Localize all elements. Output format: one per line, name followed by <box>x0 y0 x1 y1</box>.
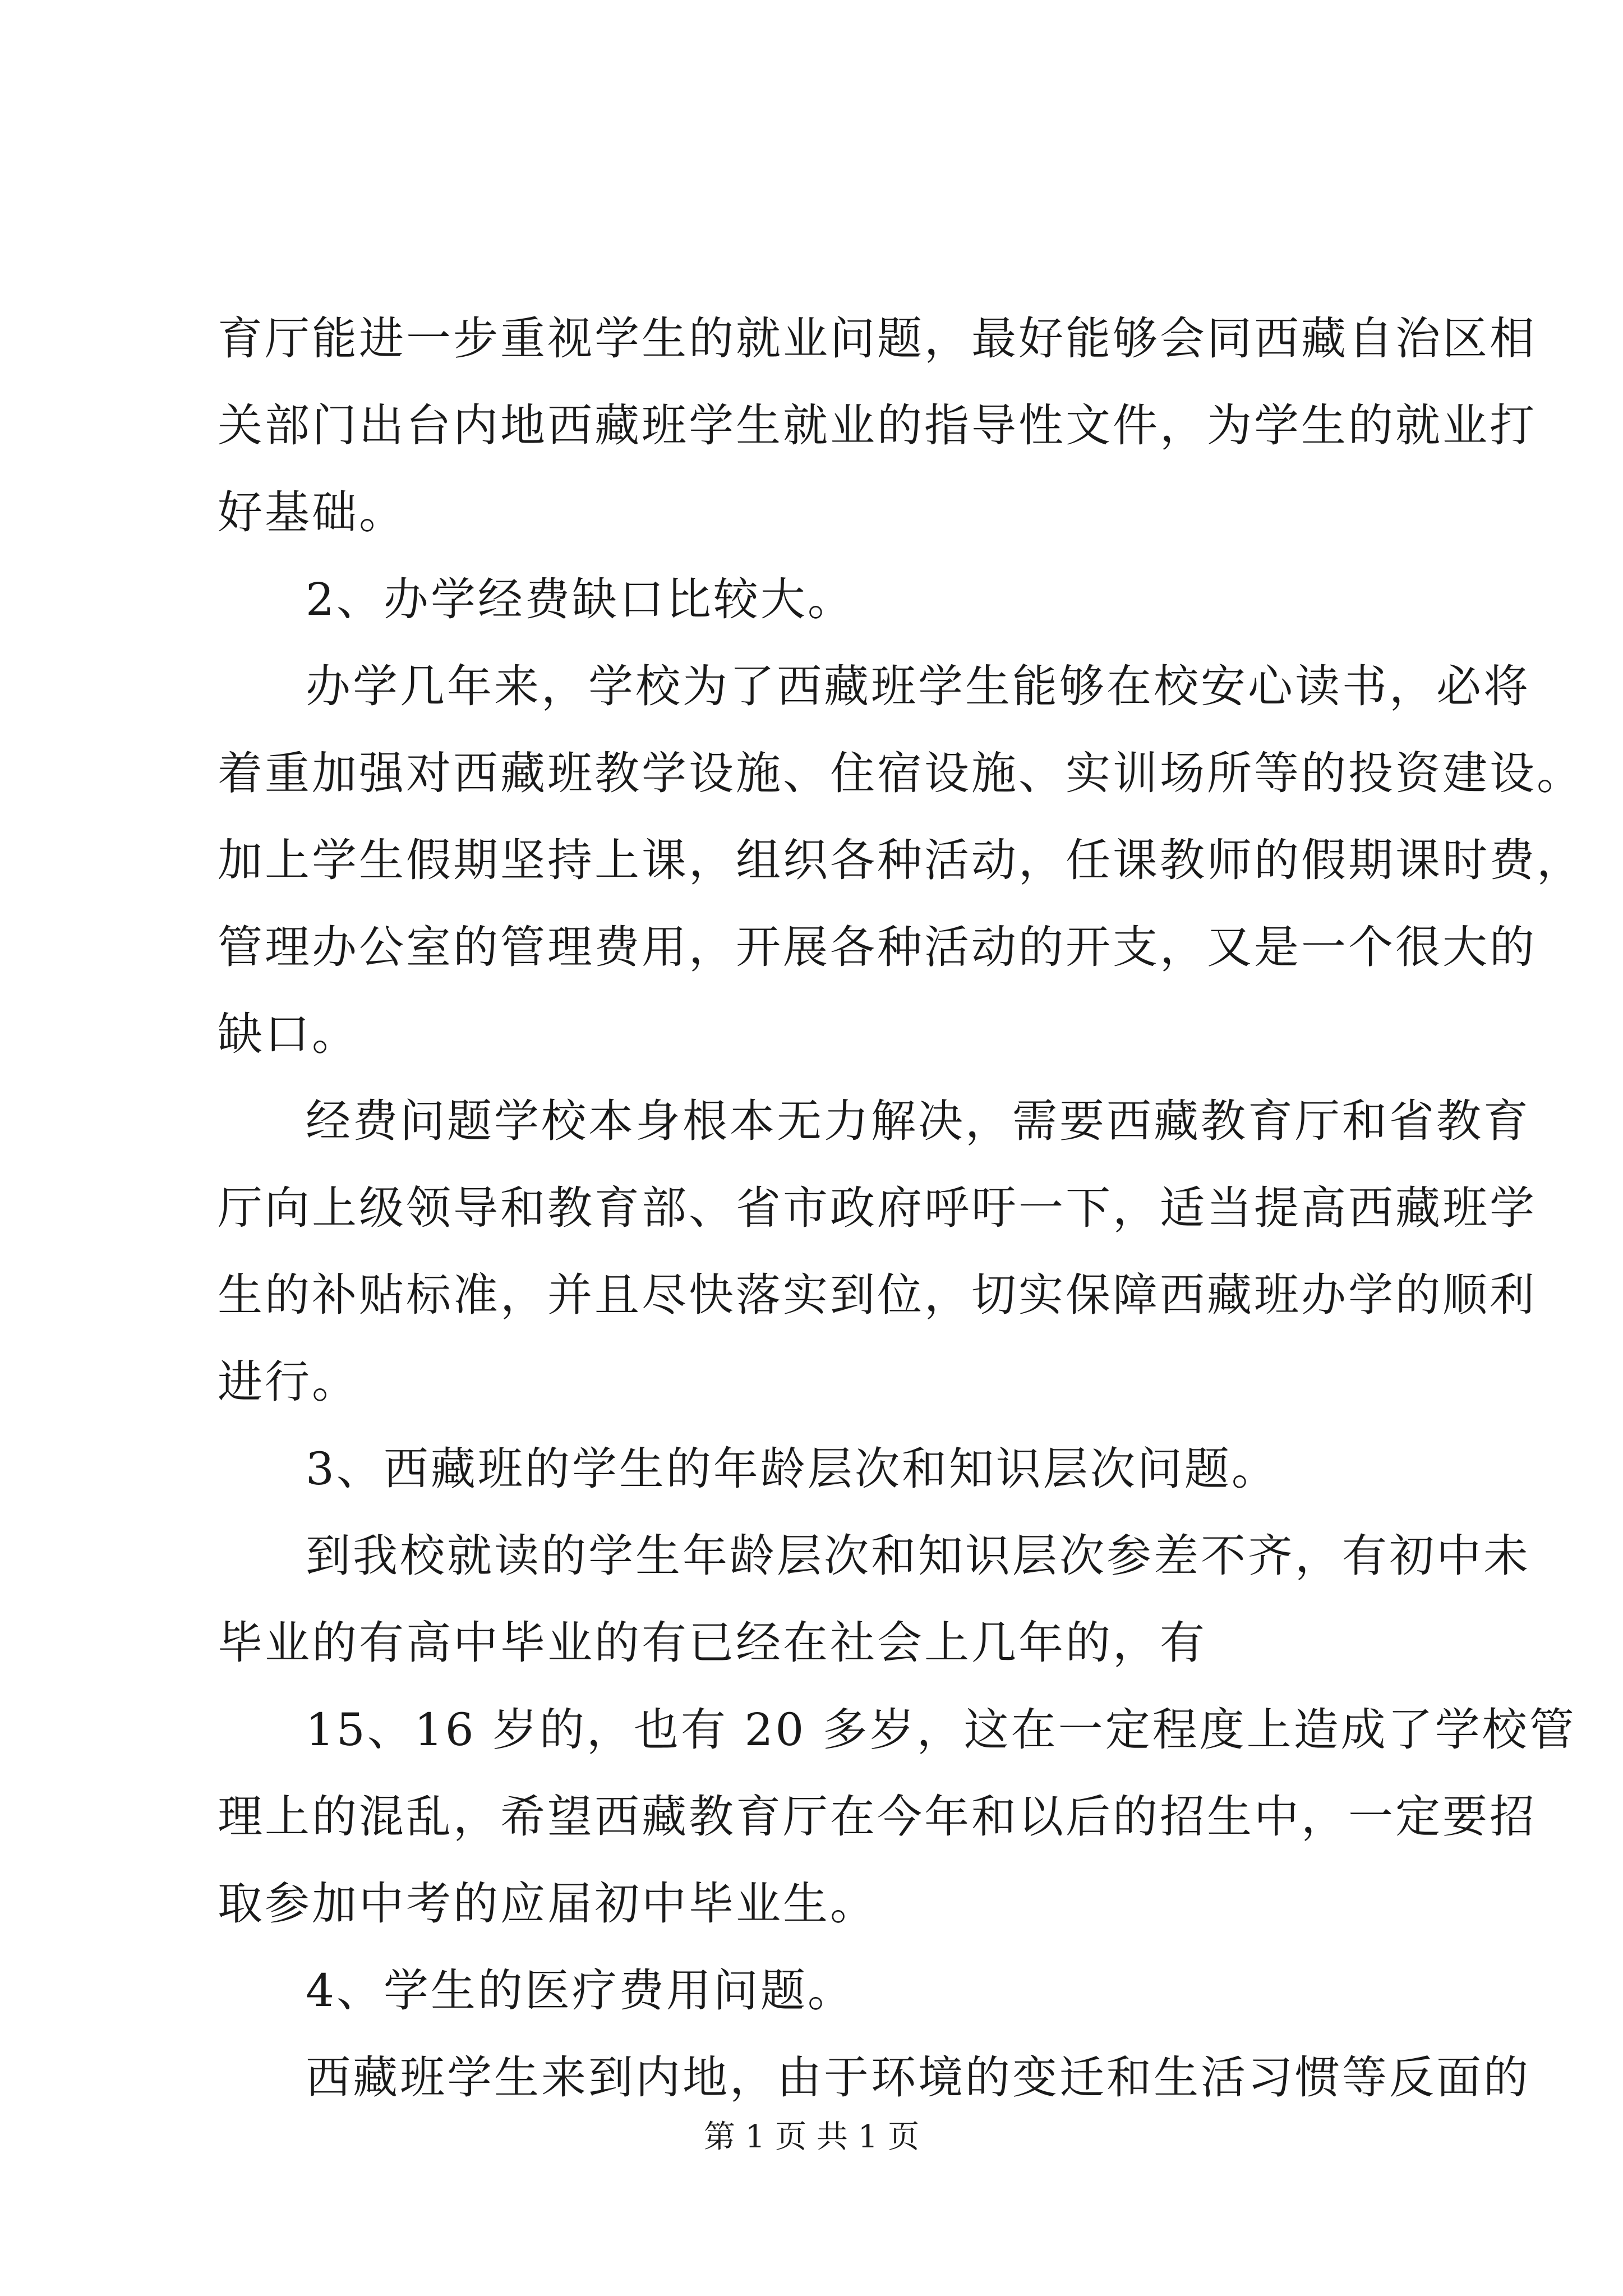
text-line: 到我校就读的学生年龄层次和知识层次参差不齐，有初中未 <box>306 1530 1530 1582</box>
text-line: 理上的混乱，希望西藏教育厅在今年和以后的招生中，一定要招 <box>218 1791 1537 1843</box>
text-line: 育厅能进一步重视学生的就业问题，最好能够会同西藏自治区相 <box>218 312 1537 365</box>
text-line: 生的补贴标准，并且尽快落实到位，切实保障西藏班办学的顺利 <box>218 1269 1537 1321</box>
section-heading: 2、办学经费缺口比较大。 <box>306 573 855 625</box>
section-heading: 4、学生的医疗费用问题。 <box>306 1964 855 2017</box>
text-line: 管理办公室的管理费用，开展各种活动的开支，又是一个很大的 <box>218 921 1537 973</box>
text-line: 厅向上级领导和教育部、省市政府呼吁一下，适当提高西藏班学 <box>218 1182 1537 1234</box>
text-line: 着重加强对西藏班教学设施、住宿设施、实训场所等的投资建设。 <box>218 747 1584 799</box>
section-heading: 3、西藏班的学生的年龄层次和知识层次问题。 <box>306 1443 1279 1495</box>
text-line: 好基础。 <box>218 486 406 539</box>
text-line: 西藏班学生来到内地，由于环境的变迁和生活习惯等反面的 <box>306 2051 1530 2104</box>
text-line: 办学几年来，学校为了西藏班学生能够在校安心读书，必将 <box>306 660 1530 712</box>
text-line: 进行。 <box>218 1356 359 1408</box>
text-line: 15、16 岁的，也有 20 多岁，这在一定程度上造成了学校管 <box>306 1704 1576 1756</box>
text-line: 经费问题学校本身根本无力解决，需要西藏教育厅和省教育 <box>306 1095 1530 1147</box>
text-line: 关部门出台内地西藏班学生就业的指导性文件，为学生的就业打 <box>218 399 1537 452</box>
text-line: 取参加中考的应届初中毕业生。 <box>218 1878 877 1930</box>
page-number-footer: 第 1 页 共 1 页 <box>703 2119 920 2155</box>
text-line: 加上学生假期坚持上课，组织各种活动，任课教师的假期课时费， <box>218 834 1584 886</box>
text-line: 缺口。 <box>218 1008 359 1060</box>
text-line: 毕业的有高中毕业的有已经在社会上几年的，有 <box>218 1617 1207 1669</box>
